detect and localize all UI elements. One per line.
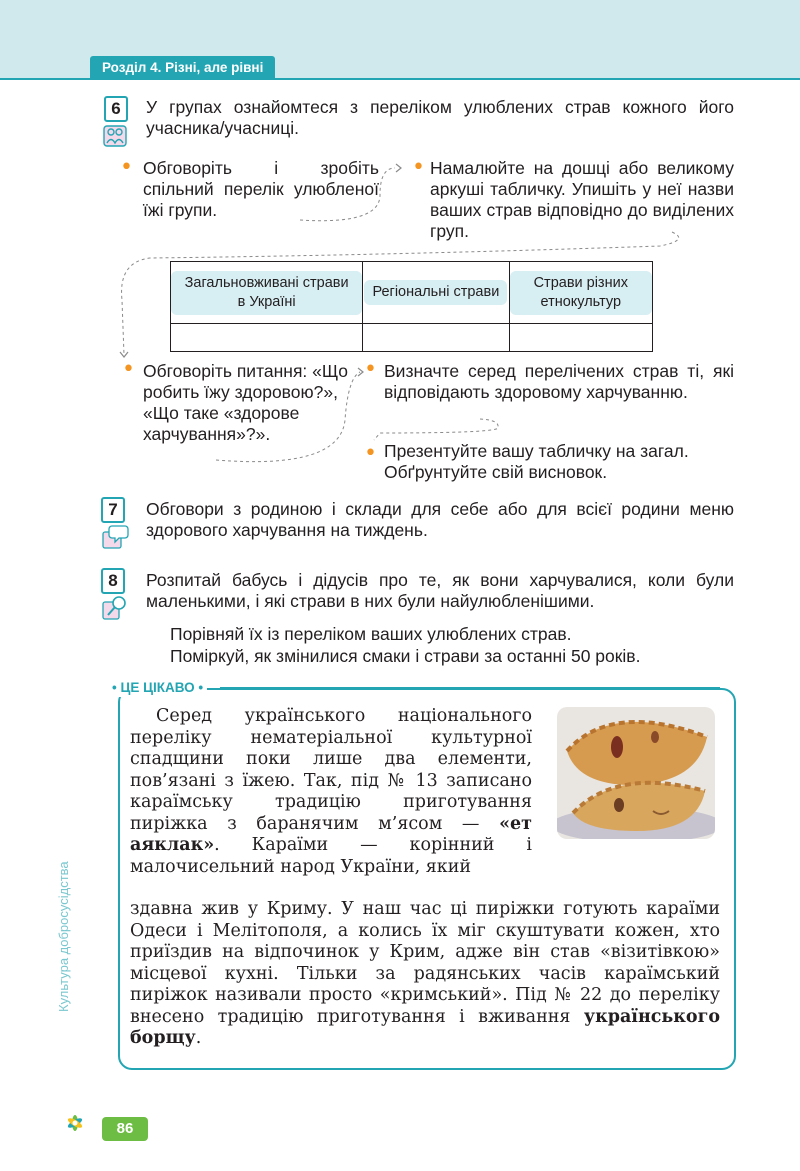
task-6-step-3: Обговоріть питання: «Що робить їжу здоровою?», «Що таке «здорове харчування»?». [143,361,349,444]
task-8-line-2: Порівняй їх із переліком ваших улюблених страв. [170,624,572,644]
groups-table [170,261,653,352]
info-text-1: Серед українського національного переліку нематеріальної культурної спадщини поки лише два елементи, пов’язані з їжею. Так, під № 13 записано караїмську традицію приготування пиріжка з баранячим м’ясом — [130,706,532,834]
table-cell [171,324,363,352]
bullet-icon: • [412,155,425,180]
task-6-step-4: Визначте серед перелічених страв ті, які відповідають здоровому харчуванню. [384,361,734,402]
flower-icon [64,1112,86,1134]
info-bold-2: українського борщу [130,1006,720,1048]
task-6-step-2: Намалюйте на дошці або великому аркуші табличку. Упишіть у неї назви ваших страв відповідно до виділених груп. [430,158,734,241]
info-text-lower [130,899,720,1050]
info-label-line [220,685,740,693]
table-header-cell [509,262,652,324]
task-8-line-3: Поміркуй, як змінилися смаки і страви за останні 50 років. [170,646,641,666]
task-8-number: 8 [101,568,125,594]
info-label-text: ЦЕ ЦІКАВО [120,680,195,695]
task-6-number: 6 [104,96,128,122]
info-text-2a: . Караїми — корінний і малочисельний народ України, який [130,835,532,877]
family-discussion-icon [100,522,130,552]
bullet-icon: • [364,357,377,382]
table-header-national: Загальновживані страви в Україні [171,271,362,315]
task-8-text: Розпитай бабусь і дідусів про те, як вони харчувалися, коли були маленькими, і які страви в них були найулюбленішими. [146,570,734,611]
table-header-regional: Регіональні страви [364,280,507,305]
bullet-icon: • [122,357,135,382]
bullet-icon: • [364,441,377,466]
flow-arrows [0,0,800,500]
task-6-text: У групах ознайомтеся з переліком улюблених страв кожного його учасника/учасниці. [146,97,734,138]
table-header-cell [363,262,509,324]
bullet-icon: • [120,155,133,180]
chapter-label: Розділ 4. Різні, але рівні [90,56,275,80]
task-7-text: Обговори з родиною і склади для себе або для всієї родини меню здорового харчування на тиждень. [146,499,734,540]
info-bold-1: «ет аяклак» [130,813,532,855]
magnifier-icon [100,593,130,623]
info-text-upper [130,706,532,878]
table-header-ethnic: Страви різних етнокультур [510,271,652,315]
info-label [112,679,207,697]
dot-icon: • [198,680,204,695]
pastry-photo [557,707,715,839]
info-text-2b: здавна жив у Криму. У наш час ці пиріжки готують караїми Одеси і Мелітополя, а колись їх міг скуштувати кожен, хто приїздив на відпочинок у Крим, адже він став «візитівкою» місцевої кухні. Тільки за радянських часів караїмський пиріжок називали просто «кримський». Під № 22 до переліку внесено традицію приготування і вживання [130,899,720,1027]
info-text-3: . [195,1028,202,1048]
dot-icon: • [112,680,117,695]
task-6-step-5: Презентуйте вашу табличку на загал. Обґрунтуйте свій висновок. [384,441,689,482]
page-number: 86 [102,1117,148,1141]
task-6-step-1: Обговоріть і зробіть спільний перелік улюбленої їжі групи. [143,158,379,220]
table-cell [363,324,509,352]
side-title: Культура добросусідства [56,861,71,1012]
table-cell [509,324,652,352]
task-7-number: 7 [101,497,125,523]
table-header-cell [171,262,363,324]
